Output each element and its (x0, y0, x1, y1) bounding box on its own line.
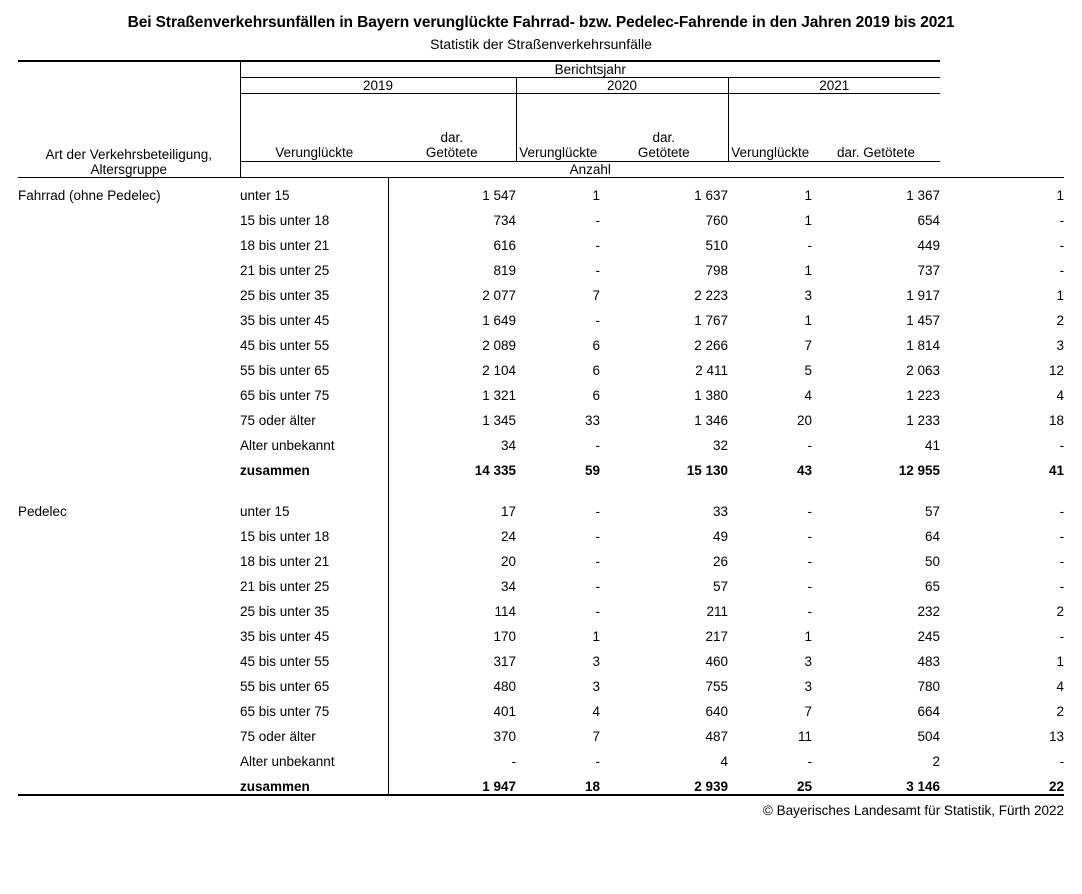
cell-2019-getoetete: 1 (516, 178, 600, 204)
table-row (18, 519, 1064, 544)
measure-line-2: Getötete (425, 145, 478, 161)
age-label: 45 bis unter 55 (240, 654, 330, 669)
cell-2020-verunglueckte: 487 (705, 729, 728, 744)
cell-2019-verunglueckte: 1 345 (388, 403, 516, 428)
cell-2021-getoetete: - (1059, 504, 1065, 519)
spacer-cell (940, 478, 1064, 494)
group-label-empty (18, 353, 240, 378)
cell-2019-verunglueckte: 24 (388, 519, 516, 544)
measure-header-2021-verunglueckte (728, 94, 812, 162)
age-label: 35 bis unter 45 (240, 629, 330, 644)
cell-2020-verunglueckte: 1 637 (600, 178, 728, 204)
cell-2021-getoetete: - (1059, 629, 1065, 644)
cell-2020-getoetete: - (807, 438, 812, 453)
cell-2021-getoetete: 13 (1049, 729, 1065, 744)
header-row-berichtsjahr (18, 61, 1064, 78)
cell-2021-getoetete: - (1059, 754, 1065, 769)
age-label: 15 bis unter 18 (240, 529, 330, 544)
cell-2021-getoetete: - (1059, 579, 1065, 594)
cell-2019-verunglueckte: 170 (388, 619, 516, 644)
age-label: 75 oder älter (240, 413, 316, 428)
cell-2019-verunglueckte: - (388, 744, 516, 769)
cell-2019-verunglueckte: 1 649 (388, 303, 516, 328)
cell-2020-verunglueckte: 4 (720, 754, 728, 769)
cell-2020-getoetete: 1 (804, 629, 812, 644)
cell-2021-getoetete: 41 (1049, 463, 1065, 478)
measure-header-2019-verunglueckte (240, 94, 388, 162)
group-label-empty (18, 303, 240, 328)
measure-header-2021-getoetete (812, 94, 940, 162)
measure-line-2: Getötete (637, 145, 690, 161)
age-label: 55 bis unter 65 (240, 679, 330, 694)
cell-2019-verunglueckte: 114 (388, 594, 516, 619)
table-row (18, 353, 1064, 378)
cell-2019-verunglueckte: 1 947 (388, 769, 516, 795)
year-header-2021: 2021 (728, 78, 940, 94)
cell-2021-verunglueckte: 41 (925, 438, 941, 453)
age-label: Alter unbekannt (240, 754, 335, 769)
cell-2020-verunglueckte: 760 (705, 213, 728, 228)
cell-2020-verunglueckte: 755 (705, 679, 728, 694)
cell-2020-getoetete: - (807, 604, 812, 619)
age-label: 65 bis unter 75 (240, 704, 330, 719)
cell-2020-getoetete: - (807, 554, 812, 569)
cell-2019-getoetete: - (595, 754, 600, 769)
cell-2019-getoetete: 1 (592, 629, 600, 644)
year-header-2019: 2019 (240, 78, 516, 94)
cell-2021-getoetete: - (1059, 238, 1065, 253)
cell-2021-verunglueckte: 449 (917, 238, 941, 253)
table-row (18, 719, 1064, 744)
cell-2020-verunglueckte: 1 346 (694, 413, 728, 428)
cell-2021-getoetete: 2 (1056, 604, 1065, 619)
cell-2021-verunglueckte: 664 (917, 704, 941, 719)
cell-2020-getoetete: 3 (804, 288, 812, 303)
table-row (18, 494, 1064, 519)
age-label: Alter unbekannt (240, 438, 335, 453)
cell-2021-getoetete: 2 (1056, 704, 1065, 719)
group-label-empty (18, 378, 240, 403)
total-label: zusammen (240, 463, 310, 478)
spacer-cell (516, 478, 600, 494)
table-row (18, 428, 1064, 453)
group-label-empty (18, 403, 240, 428)
cell-2021-getoetete: 1 (1056, 288, 1065, 303)
cell-2019-getoetete: - (595, 213, 600, 228)
cell-2019-verunglueckte: 2 089 (388, 328, 516, 353)
cell-2020-verunglueckte: 32 (712, 438, 728, 453)
cell-2021-verunglueckte: 1 917 (906, 288, 941, 303)
age-label: 18 bis unter 21 (240, 238, 330, 253)
cell-2019-getoetete: - (595, 313, 600, 328)
cell-2021-getoetete: 3 (1056, 338, 1065, 353)
cell-2021-verunglueckte: 1 814 (906, 338, 941, 353)
cell-2019-verunglueckte: 1 547 (388, 178, 516, 204)
cell-2020-getoetete: - (807, 579, 812, 594)
measure-line-1: Verunglückte (275, 145, 354, 161)
table-row-total (18, 453, 1064, 478)
table-row (18, 328, 1064, 353)
age-label: 25 bis unter 35 (240, 288, 330, 303)
spacer-cell (600, 478, 728, 494)
cell-2019-verunglueckte: 34 (388, 428, 516, 453)
cell-2020-verunglueckte: 49 (712, 529, 728, 544)
age-label: 45 bis unter 55 (240, 338, 330, 353)
cell-2019-verunglueckte: 14 335 (388, 453, 516, 478)
cell-2020-getoetete: 3 (804, 654, 812, 669)
table-row (18, 378, 1064, 403)
group-label-empty (18, 278, 240, 303)
cell-2021-getoetete: 18 (1049, 413, 1065, 428)
group-label-empty (18, 719, 240, 744)
table-row (18, 694, 1064, 719)
group-label-empty (18, 428, 240, 453)
cell-2020-verunglueckte: 798 (705, 263, 728, 278)
total-label: zusammen (240, 769, 388, 795)
age-label: 35 bis unter 45 (240, 313, 330, 328)
cell-2021-verunglueckte: 504 (917, 729, 941, 744)
cell-2020-verunglueckte: 2 411 (695, 363, 728, 378)
spacer-cell (728, 478, 812, 494)
cell-2019-getoetete: 3 (592, 679, 600, 694)
spacer-cell (240, 478, 388, 494)
age-label: 21 bis unter 25 (240, 263, 330, 278)
table-header (18, 61, 1064, 178)
age-label: 25 bis unter 35 (240, 604, 330, 619)
cell-2020-getoetete: 25 (728, 769, 812, 795)
age-label: 18 bis unter 21 (240, 554, 330, 569)
cell-2021-getoetete: 4 (1056, 679, 1065, 694)
cell-2020-verunglueckte: 1 767 (694, 313, 728, 328)
cell-2019-getoetete: - (595, 238, 600, 253)
cell-2020-verunglueckte: 57 (712, 579, 728, 594)
cell-2021-getoetete: 1 (1056, 654, 1065, 669)
age-label: 15 bis unter 18 (240, 213, 330, 228)
cell-2019-verunglueckte: 17 (388, 494, 516, 519)
cell-2020-getoetete: 1 (728, 178, 812, 204)
group-label-empty (18, 328, 240, 353)
spacer-cell (18, 478, 240, 494)
cell-2019-getoetete: 3 (592, 654, 600, 669)
spacer-cell (812, 478, 940, 494)
group-label-empty (18, 203, 240, 228)
cell-2020-verunglueckte: 15 130 (686, 463, 728, 478)
unit-header-anzahl: Anzahl (240, 162, 940, 178)
age-label: 75 oder älter (240, 729, 316, 744)
cell-2021-verunglueckte: 1 233 (906, 413, 941, 428)
cell-2021-verunglueckte: 483 (917, 654, 941, 669)
measure-line-1: Verunglückte (519, 145, 598, 161)
cell-2019-getoetete: - (595, 438, 600, 453)
cell-2021-getoetete: 2 (1056, 313, 1065, 328)
cell-2021-verunglueckte: 1 223 (906, 388, 941, 403)
cell-2019-getoetete: 7 (592, 288, 600, 303)
cell-2020-getoetete: 4 (804, 388, 812, 403)
cell-2019-getoetete: 18 (516, 769, 600, 795)
statistics-table (18, 60, 1064, 796)
table-row (18, 203, 1064, 228)
table-row (18, 669, 1064, 694)
cell-2020-getoetete: 1 (804, 263, 812, 278)
table-row (18, 303, 1064, 328)
cell-2021-getoetete: - (1059, 554, 1065, 569)
measure-line-1: dar. (652, 129, 676, 145)
cell-2020-getoetete: 7 (804, 338, 812, 353)
cell-2019-getoetete: - (595, 554, 600, 569)
page-title: Bei Straßenverkehrsunfällen in Bayern verunglückte Fahrrad- bzw. Pedelec-Fahrende in den Jahren 2019 bis 2021 (127, 14, 955, 31)
age-label: unter 15 (240, 178, 388, 204)
cell-2021-verunglueckte: 654 (917, 213, 941, 228)
table-row (18, 178, 1064, 204)
cell-2021-verunglueckte: 12 955 (898, 463, 941, 478)
cell-2019-getoetete: 6 (592, 338, 600, 353)
age-label: unter 15 (240, 504, 290, 519)
cell-2019-getoetete: 33 (584, 413, 600, 428)
cell-2019-verunglueckte: 616 (388, 228, 516, 253)
table-row (18, 544, 1064, 569)
cell-2020-verunglueckte: 2 266 (694, 338, 728, 353)
cell-2020-verunglueckte: 1 380 (694, 388, 728, 403)
measure-header-2019-getoetete (388, 94, 516, 162)
group-label-empty (18, 669, 240, 694)
cell-2020-verunglueckte: 33 (712, 504, 728, 519)
cell-2020-getoetete: 1 (804, 313, 812, 328)
group-label-empty (18, 744, 240, 769)
span-header-berichtsjahr: Berichtsjahr (240, 61, 940, 78)
cell-2021-getoetete: - (1059, 263, 1065, 278)
group-label-empty (18, 453, 240, 478)
cell-2020-getoetete: 3 (804, 679, 812, 694)
cell-2020-verunglueckte: 2 939 (600, 769, 728, 795)
stub-header: Art der Verkehrsbeteiligung, Altersgruppe (18, 61, 240, 178)
cell-2020-verunglueckte: 26 (712, 554, 728, 569)
cell-2019-getoetete: - (595, 604, 600, 619)
cell-2020-getoetete: 1 (804, 213, 812, 228)
cell-2019-verunglueckte: 734 (388, 203, 516, 228)
cell-2020-getoetete: - (807, 504, 812, 519)
cell-2019-verunglueckte: 401 (388, 694, 516, 719)
cell-2021-verunglueckte: 245 (917, 629, 941, 644)
group-label-fahrrad: Fahrrad (ohne Pedelec) (18, 178, 240, 204)
cell-2019-getoetete: - (595, 263, 600, 278)
cell-2019-getoetete: 59 (584, 463, 600, 478)
age-label: 21 bis unter 25 (240, 579, 330, 594)
group-label-empty (18, 519, 240, 544)
age-label: 65 bis unter 75 (240, 388, 330, 403)
table-row (18, 569, 1064, 594)
cell-2020-getoetete: 5 (804, 363, 812, 378)
page-subtitle: Statistik der Straßenverkehrsunfälle (430, 36, 652, 52)
cell-2019-getoetete: 4 (592, 704, 600, 719)
cell-2021-verunglueckte: 232 (917, 604, 941, 619)
cell-2019-getoetete: - (595, 579, 600, 594)
group-label-empty (18, 619, 240, 644)
cell-2021-verunglueckte: 57 (925, 504, 941, 519)
cell-2019-verunglueckte: 2 104 (388, 353, 516, 378)
group-label-empty (18, 769, 240, 795)
cell-2021-getoetete: 12 (1049, 363, 1065, 378)
cell-2021-verunglueckte: 50 (925, 554, 941, 569)
cell-2021-getoetete: - (1059, 529, 1065, 544)
cell-2021-getoetete: 1 (940, 178, 1064, 204)
cell-2019-verunglueckte: 2 077 (388, 278, 516, 303)
cell-2019-getoetete: 6 (592, 388, 600, 403)
table-row (18, 619, 1064, 644)
cell-2019-verunglueckte: 370 (388, 719, 516, 744)
age-label: 55 bis unter 65 (240, 363, 330, 378)
table-body (18, 178, 1064, 796)
cell-2019-verunglueckte: 34 (388, 569, 516, 594)
group-label-empty (18, 644, 240, 669)
cell-2019-verunglueckte: 480 (388, 669, 516, 694)
group-label-pedelec: Pedelec (18, 504, 67, 519)
cell-2021-getoetete: 4 (1056, 388, 1065, 403)
cell-2019-getoetete: - (595, 529, 600, 544)
measure-line-1: Verunglückte (731, 145, 810, 161)
cell-2020-verunglueckte: 640 (705, 704, 728, 719)
cell-2020-getoetete: - (807, 754, 812, 769)
measure-line-1: dar. Getötete (837, 145, 916, 161)
measure-header-2020-getoetete (600, 94, 728, 162)
cell-2019-verunglueckte: 1 321 (388, 378, 516, 403)
cell-2021-getoetete: 22 (940, 769, 1064, 795)
cell-2019-verunglueckte: 819 (388, 253, 516, 278)
cell-2021-verunglueckte: 65 (925, 579, 941, 594)
group-label-empty (18, 544, 240, 569)
table-row (18, 644, 1064, 669)
group-label-empty (18, 594, 240, 619)
cell-2021-verunglueckte: 2 (932, 754, 941, 769)
group-label-empty (18, 253, 240, 278)
copyright-footer: © Bayerisches Landesamt für Statistik, Fürth 2022 (762, 803, 1064, 818)
table-row (18, 228, 1064, 253)
group-label-empty (18, 569, 240, 594)
cell-2021-verunglueckte: 737 (917, 263, 941, 278)
cell-2021-verunglueckte: 3 146 (812, 769, 940, 795)
cell-2020-getoetete: 7 (804, 704, 812, 719)
cell-2019-getoetete: - (595, 504, 600, 519)
cell-2020-getoetete: 11 (797, 729, 812, 744)
cell-2019-getoetete: 7 (592, 729, 600, 744)
cell-2019-verunglueckte: 20 (388, 544, 516, 569)
cell-2019-verunglueckte: 317 (388, 644, 516, 669)
group-label-empty (18, 694, 240, 719)
cell-2021-verunglueckte: 64 (925, 529, 941, 544)
cell-2021-verunglueckte: 1 457 (906, 313, 941, 328)
cell-2020-getoetete: - (807, 529, 812, 544)
cell-2021-getoetete: - (1059, 438, 1065, 453)
cell-2020-getoetete: 20 (796, 413, 812, 428)
cell-2020-getoetete: 43 (796, 463, 812, 478)
measure-line-1: dar. (440, 129, 464, 145)
cell-2021-verunglueckte: 1 367 (812, 178, 940, 204)
year-header-2020: 2020 (516, 78, 728, 94)
spacer-cell (388, 478, 516, 494)
table-row (18, 594, 1064, 619)
cell-2020-verunglueckte: 460 (705, 654, 728, 669)
cell-2019-getoetete: 6 (592, 363, 600, 378)
cell-2020-verunglueckte: 2 223 (694, 288, 728, 303)
cell-2020-verunglueckte: 510 (705, 238, 728, 253)
table-row (18, 403, 1064, 428)
cell-2021-verunglueckte: 780 (917, 679, 941, 694)
cell-2020-verunglueckte: 211 (706, 604, 728, 619)
table-row-total (18, 769, 1064, 795)
group-label-empty (18, 228, 240, 253)
table-row (18, 253, 1064, 278)
table-row (18, 278, 1064, 303)
cell-2021-getoetete: - (1059, 213, 1065, 228)
group-spacer (18, 478, 1064, 494)
table-row (18, 744, 1064, 769)
measure-header-2020-verunglueckte (516, 94, 600, 162)
cell-2021-verunglueckte: 2 063 (906, 363, 941, 378)
cell-2020-getoetete: - (807, 238, 812, 253)
cell-2020-verunglueckte: 217 (705, 629, 728, 644)
